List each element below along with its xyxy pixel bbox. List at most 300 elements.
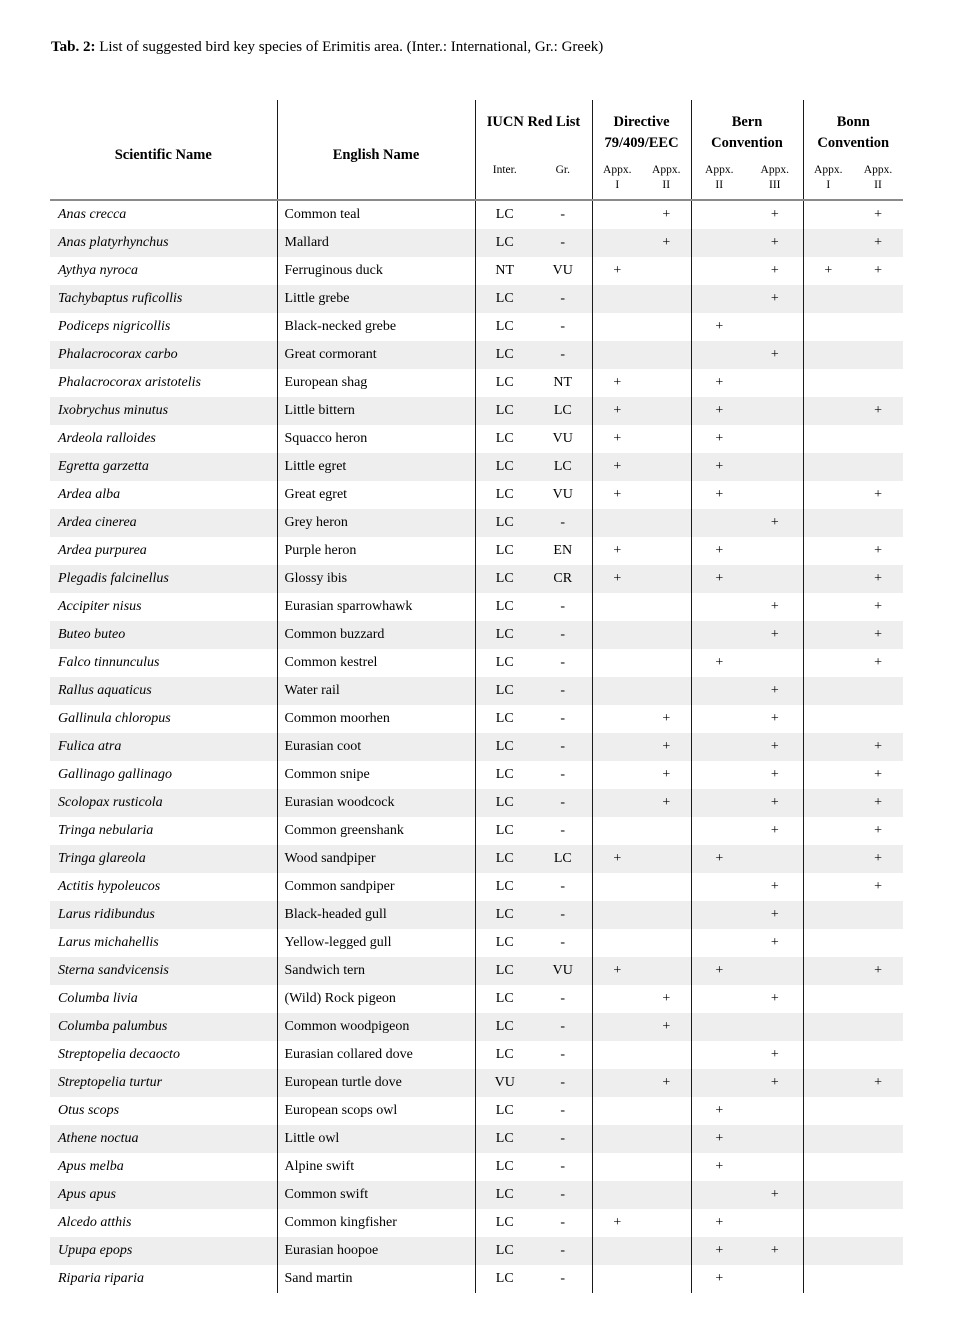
directive-appx-i-cell: +: [613, 262, 622, 278]
iucn-inter-cell: LC: [495, 542, 514, 558]
scientific-name-cell: Anas platyrhynchus: [50, 229, 277, 257]
directive-appx-i-cell: [592, 677, 642, 705]
iucn-inter-cell: LC: [495, 822, 514, 838]
col-header-bern-convention: [691, 100, 803, 162]
directive-appx-i-cell: [592, 1125, 642, 1153]
directive-appx-i-cell: [592, 285, 642, 313]
bonn-appx-ii-cell: +: [874, 262, 882, 278]
bern-appx-ii-cell: [691, 817, 747, 845]
bern-appx-iii-cell: [747, 1013, 803, 1041]
iucn-gr-cell: -: [534, 985, 592, 1013]
directive-appx-ii-cell: [642, 621, 691, 649]
col-header-scientific-name: Scientific Name: [50, 100, 277, 200]
directive-appx-ii-cell: [642, 677, 691, 705]
bonn-appx-i-cell: [803, 565, 853, 593]
directive-appx-i-cell: [592, 1181, 642, 1209]
bern-appx-ii-cell: +: [715, 1214, 724, 1230]
english-name-cell: Sandwich tern: [277, 957, 475, 985]
english-name-cell: Eurasian collared dove: [277, 1041, 475, 1069]
directive-appx-ii-cell: [642, 313, 691, 341]
directive-appx-ii-cell: [642, 929, 691, 957]
directive-appx-ii-cell: [642, 1209, 691, 1237]
english-name-cell: Common teal: [277, 200, 475, 229]
bonn-appx-ii-cell: +: [874, 206, 882, 222]
iucn-inter-cell: LC: [495, 738, 514, 754]
bern-appx-ii-cell: [691, 341, 747, 369]
directive-appx-i-cell: [592, 1237, 642, 1265]
bern-appx-ii-cell: [691, 705, 747, 733]
directive-appx-ii-cell: +: [642, 200, 691, 229]
iucn-inter-cell: LC: [495, 206, 514, 222]
iucn-inter-cell: NT: [495, 262, 515, 278]
iucn-inter-cell: LC: [495, 766, 514, 782]
scientific-name-cell: Larus ridibundus: [50, 901, 277, 929]
directive-group-label-line2: 79/409/EEC: [604, 135, 679, 152]
scientific-name-cell: Accipiter nisus: [50, 593, 277, 621]
scientific-name-cell: Columba livia: [50, 985, 277, 1013]
iucn-gr-cell: -: [534, 1265, 592, 1293]
english-name-cell: Common snipe: [277, 761, 475, 789]
table-row: [50, 1265, 903, 1293]
iucn-inter-cell: LC: [495, 962, 514, 978]
table-row: [50, 593, 903, 621]
iucn-gr-cell: NT: [534, 369, 592, 397]
bern-appx-ii-cell: [691, 229, 747, 257]
appx-numeral: II: [715, 178, 724, 191]
iucn-inter-cell: LC: [495, 318, 514, 334]
table-row: [50, 677, 903, 705]
table-caption-text: List of suggested bird key species of Erimitis area. (Inter.: International, Gr.: Greek): [95, 39, 604, 55]
subcol-header-bonn-appx-ii: [853, 162, 903, 200]
directive-appx-ii-cell: [642, 1097, 691, 1125]
scientific-name-cell: Scolopax rusticola: [50, 789, 277, 817]
bonn-appx-ii-cell: [853, 677, 903, 705]
bern-appx-ii-cell: +: [715, 962, 724, 978]
bern-appx-iii-cell: [747, 649, 803, 677]
table-row: [50, 845, 903, 873]
bonn-appx-i-cell: [803, 537, 853, 565]
col-header-english-name: English Name: [277, 100, 475, 200]
bern-appx-ii-cell: [691, 257, 747, 285]
bern-appx-iii-cell: +: [747, 229, 803, 257]
table-row: [50, 341, 903, 369]
english-name-cell: European scops owl: [277, 1097, 475, 1125]
directive-appx-i-cell: [592, 1097, 642, 1125]
bern-appx-ii-cell: +: [715, 1130, 724, 1146]
bern-appx-ii-cell: [691, 621, 747, 649]
scientific-name-cell: Riparia riparia: [50, 1265, 277, 1293]
bonn-appx-ii-cell: [853, 509, 903, 537]
english-name-cell: Squacco heron: [277, 425, 475, 453]
directive-appx-ii-cell: +: [642, 733, 691, 761]
directive-appx-ii-cell: [642, 257, 691, 285]
bern-appx-ii-cell: [691, 789, 747, 817]
iucn-gr-cell: -: [534, 873, 592, 901]
appx-label: Appx.: [705, 164, 734, 176]
directive-appx-i-cell: [592, 761, 642, 789]
iucn-gr-cell: -: [534, 1069, 592, 1097]
bonn-appx-ii-cell: +: [874, 542, 882, 558]
directive-appx-i-cell: [592, 621, 642, 649]
bern-appx-iii-cell: [747, 957, 803, 985]
bonn-appx-ii-cell: +: [874, 878, 882, 894]
bern-appx-iii-cell: [747, 313, 803, 341]
directive-appx-ii-cell: [642, 1181, 691, 1209]
directive-appx-i-cell: [592, 341, 642, 369]
iucn-inter-cell: LC: [495, 1102, 514, 1118]
directive-appx-ii-cell: +: [642, 985, 691, 1013]
directive-appx-i-cell: [592, 873, 642, 901]
scientific-name-cell: Alcedo atthis: [50, 1209, 277, 1237]
iucn-gr-cell: -: [534, 200, 592, 229]
table-row: [50, 1209, 903, 1237]
scientific-name-cell: Phalacrocorax aristotelis: [50, 369, 277, 397]
directive-appx-ii-cell: [642, 537, 691, 565]
bonn-appx-i-cell: [803, 285, 853, 313]
iucn-gr-cell: EN: [534, 537, 592, 565]
english-name-cell: Yellow-legged gull: [277, 929, 475, 957]
directive-group-label-line1: Directive: [613, 114, 670, 130]
table-row: [50, 537, 903, 565]
bern-appx-iii-cell: +: [747, 1041, 803, 1069]
english-name-cell: (Wild) Rock pigeon: [277, 985, 475, 1013]
directive-appx-i-cell: +: [613, 402, 622, 418]
bonn-appx-ii-cell: [853, 313, 903, 341]
directive-appx-ii-cell: [642, 565, 691, 593]
directive-appx-i-cell: +: [613, 430, 622, 446]
directive-appx-ii-cell: +: [642, 789, 691, 817]
english-name-cell: Common sandpiper: [277, 873, 475, 901]
bonn-appx-i-cell: [803, 509, 853, 537]
bern-appx-iii-cell: +: [747, 901, 803, 929]
bern-appx-ii-cell: [691, 1181, 747, 1209]
bern-appx-ii-cell: +: [715, 1270, 724, 1286]
bern-appx-ii-cell: +: [715, 654, 724, 670]
bonn-appx-ii-cell: +: [874, 626, 882, 642]
bonn-appx-i-cell: [803, 957, 853, 985]
directive-appx-i-cell: +: [613, 850, 622, 866]
bern-appx-iii-cell: [747, 845, 803, 873]
bonn-appx-i-cell: [803, 1265, 853, 1293]
table-row: [50, 621, 903, 649]
directive-appx-i-cell: [592, 313, 642, 341]
bonn-appx-i-cell: [803, 621, 853, 649]
bern-appx-ii-cell: [691, 929, 747, 957]
english-name-cell: Sand martin: [277, 1265, 475, 1293]
bern-appx-iii-cell: +: [747, 341, 803, 369]
bonn-appx-i-cell: [803, 789, 853, 817]
directive-appx-i-cell: [592, 649, 642, 677]
table-row: [50, 649, 903, 677]
col-header-bonn-convention: [803, 100, 903, 162]
bern-appx-iii-cell: +: [747, 509, 803, 537]
bonn-group-label-line1: Bonn: [836, 114, 870, 130]
table-row: [50, 817, 903, 845]
english-name-cell: Grey heron: [277, 509, 475, 537]
directive-appx-ii-cell: [642, 341, 691, 369]
directive-appx-i-cell: +: [613, 374, 622, 390]
bonn-appx-i-cell: [803, 453, 853, 481]
scientific-name-cell: Streptopelia decaocto: [50, 1041, 277, 1069]
bonn-appx-i-cell: [803, 425, 853, 453]
bonn-appx-i-cell: [803, 593, 853, 621]
bern-appx-iii-cell: [747, 1097, 803, 1125]
directive-appx-ii-cell: [642, 1041, 691, 1069]
appx-numeral: III: [769, 178, 781, 191]
bern-appx-iii-cell: +: [747, 817, 803, 845]
directive-appx-ii-cell: [642, 453, 691, 481]
gr-label: Gr.: [555, 164, 570, 176]
scientific-name-cell: Phalacrocorax carbo: [50, 341, 277, 369]
table-row: [50, 285, 903, 313]
bonn-appx-i-cell: [803, 1041, 853, 1069]
iucn-gr-cell: -: [534, 1013, 592, 1041]
directive-appx-ii-cell: +: [642, 1013, 691, 1041]
bern-appx-iii-cell: +: [747, 1069, 803, 1097]
directive-appx-i-cell: +: [613, 542, 622, 558]
bonn-appx-ii-cell: +: [874, 486, 882, 502]
iucn-gr-cell: -: [534, 761, 592, 789]
english-name-cell: Eurasian sparrowhawk: [277, 593, 475, 621]
iucn-gr-cell: -: [534, 677, 592, 705]
iucn-inter-cell: LC: [495, 374, 514, 390]
bern-appx-ii-cell: +: [715, 374, 724, 390]
iucn-gr-cell: -: [534, 649, 592, 677]
bonn-appx-ii-cell: [853, 1209, 903, 1237]
iucn-inter-cell: LC: [495, 654, 514, 670]
iucn-inter-cell: VU: [494, 1074, 515, 1090]
table-row: [50, 229, 903, 257]
directive-appx-i-cell: +: [613, 458, 622, 474]
inter-label: Inter.: [492, 164, 517, 176]
bonn-appx-i-cell: [803, 369, 853, 397]
iucn-gr-cell: -: [534, 313, 592, 341]
english-name-cell: Great egret: [277, 481, 475, 509]
bonn-appx-i-cell: [803, 1069, 853, 1097]
iucn-gr-cell: -: [534, 1181, 592, 1209]
table-row: [50, 397, 903, 425]
scientific-name-cell: Ardeola ralloides: [50, 425, 277, 453]
bonn-appx-ii-cell: [853, 341, 903, 369]
bern-appx-ii-cell: [691, 733, 747, 761]
bonn-appx-i-cell: [803, 929, 853, 957]
bonn-appx-ii-cell: +: [874, 738, 882, 754]
appx-label: Appx.: [652, 164, 681, 176]
bern-appx-ii-cell: [691, 873, 747, 901]
english-name-cell: Eurasian hoopoe: [277, 1237, 475, 1265]
iucn-gr-cell: -: [534, 733, 592, 761]
scientific-name-cell: Gallinago gallinago: [50, 761, 277, 789]
bonn-appx-ii-cell: +: [874, 850, 882, 866]
directive-appx-i-cell: [592, 817, 642, 845]
directive-appx-ii-cell: [642, 873, 691, 901]
iucn-inter-cell: LC: [495, 486, 514, 502]
directive-appx-i-cell: [592, 985, 642, 1013]
table-row: [50, 481, 903, 509]
iucn-inter-cell: LC: [495, 430, 514, 446]
scientific-name-cell: Rallus aquaticus: [50, 677, 277, 705]
scientific-name-cell: Larus michahellis: [50, 929, 277, 957]
bonn-appx-ii-cell: +: [874, 234, 882, 250]
bern-appx-iii-cell: [747, 425, 803, 453]
table-row: [50, 1153, 903, 1181]
iucn-inter-cell: LC: [495, 1242, 514, 1258]
bonn-appx-ii-cell: [853, 705, 903, 733]
bonn-appx-ii-cell: [853, 929, 903, 957]
bonn-appx-i-cell: [803, 1181, 853, 1209]
iucn-inter-cell: LC: [495, 794, 514, 810]
scientific-name-cell: Columba palumbus: [50, 1013, 277, 1041]
bern-appx-iii-cell: +: [747, 285, 803, 313]
header-group-row: [50, 100, 903, 162]
english-name-cell: Common greenshank: [277, 817, 475, 845]
english-name-cell: Little owl: [277, 1125, 475, 1153]
directive-appx-ii-cell: [642, 649, 691, 677]
bonn-appx-i-cell: [803, 1153, 853, 1181]
iucn-gr-cell: -: [534, 789, 592, 817]
bonn-appx-ii-cell: [853, 285, 903, 313]
bonn-appx-i-cell: [803, 817, 853, 845]
english-name-cell: Purple heron: [277, 537, 475, 565]
bonn-group-label-line2: Convention: [817, 135, 890, 152]
scientific-name-cell: Ardea purpurea: [50, 537, 277, 565]
bern-appx-ii-cell: [691, 985, 747, 1013]
directive-appx-ii-cell: +: [642, 705, 691, 733]
bern-appx-ii-cell: +: [715, 542, 724, 558]
bonn-appx-ii-cell: [853, 453, 903, 481]
directive-appx-ii-cell: [642, 481, 691, 509]
appx-numeral: I: [826, 178, 831, 191]
bern-appx-iii-cell: +: [747, 789, 803, 817]
english-name-cell: Water rail: [277, 677, 475, 705]
table-row: [50, 1125, 903, 1153]
scientific-name-cell: Aythya nyroca: [50, 257, 277, 285]
bonn-appx-i-cell: [803, 229, 853, 257]
iucn-group-label: IUCN Red List: [486, 114, 581, 130]
bonn-appx-i-cell: [803, 985, 853, 1013]
iucn-inter-cell: LC: [495, 1046, 514, 1062]
scientific-name-cell: Tringa nebularia: [50, 817, 277, 845]
appx-numeral: II: [662, 178, 671, 191]
appx-label: Appx.: [863, 164, 893, 176]
bern-appx-iii-cell: [747, 1209, 803, 1237]
iucn-inter-cell: LC: [495, 906, 514, 922]
subcol-header-bonn-appx-i: [803, 162, 853, 200]
iucn-inter-cell: LC: [495, 990, 514, 1006]
scientific-name-cell: Tachybaptus ruficollis: [50, 285, 277, 313]
col-header-directive: [592, 100, 691, 162]
bonn-appx-ii-cell: [853, 369, 903, 397]
table-row: [50, 453, 903, 481]
english-name-cell: Common moorhen: [277, 705, 475, 733]
directive-appx-ii-cell: [642, 509, 691, 537]
bern-appx-iii-cell: +: [747, 257, 803, 285]
bern-group-label-line1: Bern: [731, 114, 763, 130]
table-row: [50, 1013, 903, 1041]
directive-appx-ii-cell: +: [642, 761, 691, 789]
bern-appx-iii-cell: +: [747, 733, 803, 761]
table-row: [50, 705, 903, 733]
bern-appx-ii-cell: [691, 901, 747, 929]
table-row: [50, 509, 903, 537]
directive-appx-i-cell: [592, 705, 642, 733]
bonn-appx-ii-cell: +: [874, 794, 882, 810]
bonn-appx-ii-cell: [853, 901, 903, 929]
english-name-cell: Common buzzard: [277, 621, 475, 649]
bern-appx-ii-cell: +: [715, 570, 724, 586]
iucn-gr-cell: -: [534, 1041, 592, 1069]
table-row: [50, 200, 903, 229]
bern-appx-iii-cell: +: [747, 200, 803, 229]
iucn-inter-cell: LC: [495, 934, 514, 950]
bonn-appx-ii-cell: [853, 1125, 903, 1153]
bonn-appx-i-cell: [803, 1013, 853, 1041]
table-row: [50, 1041, 903, 1069]
directive-appx-i-cell: [592, 901, 642, 929]
bern-appx-ii-cell: [691, 200, 747, 229]
scientific-name-cell: Podiceps nigricollis: [50, 313, 277, 341]
english-name-cell: Mallard: [277, 229, 475, 257]
english-name-cell: Ferruginous duck: [277, 257, 475, 285]
bonn-appx-ii-cell: [853, 1265, 903, 1293]
subcol-header-inter: [475, 162, 534, 200]
bonn-appx-ii-cell: [853, 1013, 903, 1041]
table-caption: [51, 38, 603, 58]
iucn-inter-cell: LC: [495, 1018, 514, 1034]
iucn-gr-cell: -: [534, 1125, 592, 1153]
table-caption-label: Tab. 2:: [51, 39, 96, 55]
directive-appx-ii-cell: [642, 957, 691, 985]
directive-appx-ii-cell: [642, 397, 691, 425]
bern-appx-iii-cell: [747, 453, 803, 481]
english-name-cell: Black-headed gull: [277, 901, 475, 929]
english-name-cell: Glossy ibis: [277, 565, 475, 593]
bonn-appx-i-cell: [803, 761, 853, 789]
bern-appx-ii-cell: [691, 509, 747, 537]
iucn-inter-cell: LC: [495, 878, 514, 894]
iucn-inter-cell: LC: [495, 1130, 514, 1146]
directive-appx-ii-cell: [642, 1153, 691, 1181]
directive-appx-i-cell: [592, 200, 642, 229]
bern-appx-ii-cell: +: [715, 1242, 724, 1258]
subcol-header-directive-appx-ii: [642, 162, 691, 200]
scientific-name-cell: Otus scops: [50, 1097, 277, 1125]
english-name-cell: Common swift: [277, 1181, 475, 1209]
iucn-gr-cell: CR: [534, 565, 592, 593]
scientific-name-cell: Sterna sandvicensis: [50, 957, 277, 985]
bonn-appx-ii-cell: [853, 1097, 903, 1125]
bern-appx-ii-cell: +: [715, 402, 724, 418]
bonn-appx-i-cell: [803, 397, 853, 425]
bonn-appx-i-cell: [803, 1237, 853, 1265]
bonn-appx-i-cell: [803, 481, 853, 509]
scientific-name-cell: Actitis hypoleucos: [50, 873, 277, 901]
english-name-cell: Alpine swift: [277, 1153, 475, 1181]
directive-appx-i-cell: [592, 1069, 642, 1097]
bonn-appx-i-cell: [803, 200, 853, 229]
table-row: [50, 929, 903, 957]
iucn-gr-cell: -: [534, 705, 592, 733]
english-name-cell: Wood sandpiper: [277, 845, 475, 873]
table-row: [50, 369, 903, 397]
directive-appx-i-cell: [592, 229, 642, 257]
bonn-appx-ii-cell: [853, 985, 903, 1013]
bern-group-label-line2: Convention: [711, 135, 783, 152]
bern-appx-iii-cell: [747, 481, 803, 509]
bonn-appx-i-cell: [803, 733, 853, 761]
table-row: [50, 985, 903, 1013]
iucn-gr-cell: -: [534, 1209, 592, 1237]
